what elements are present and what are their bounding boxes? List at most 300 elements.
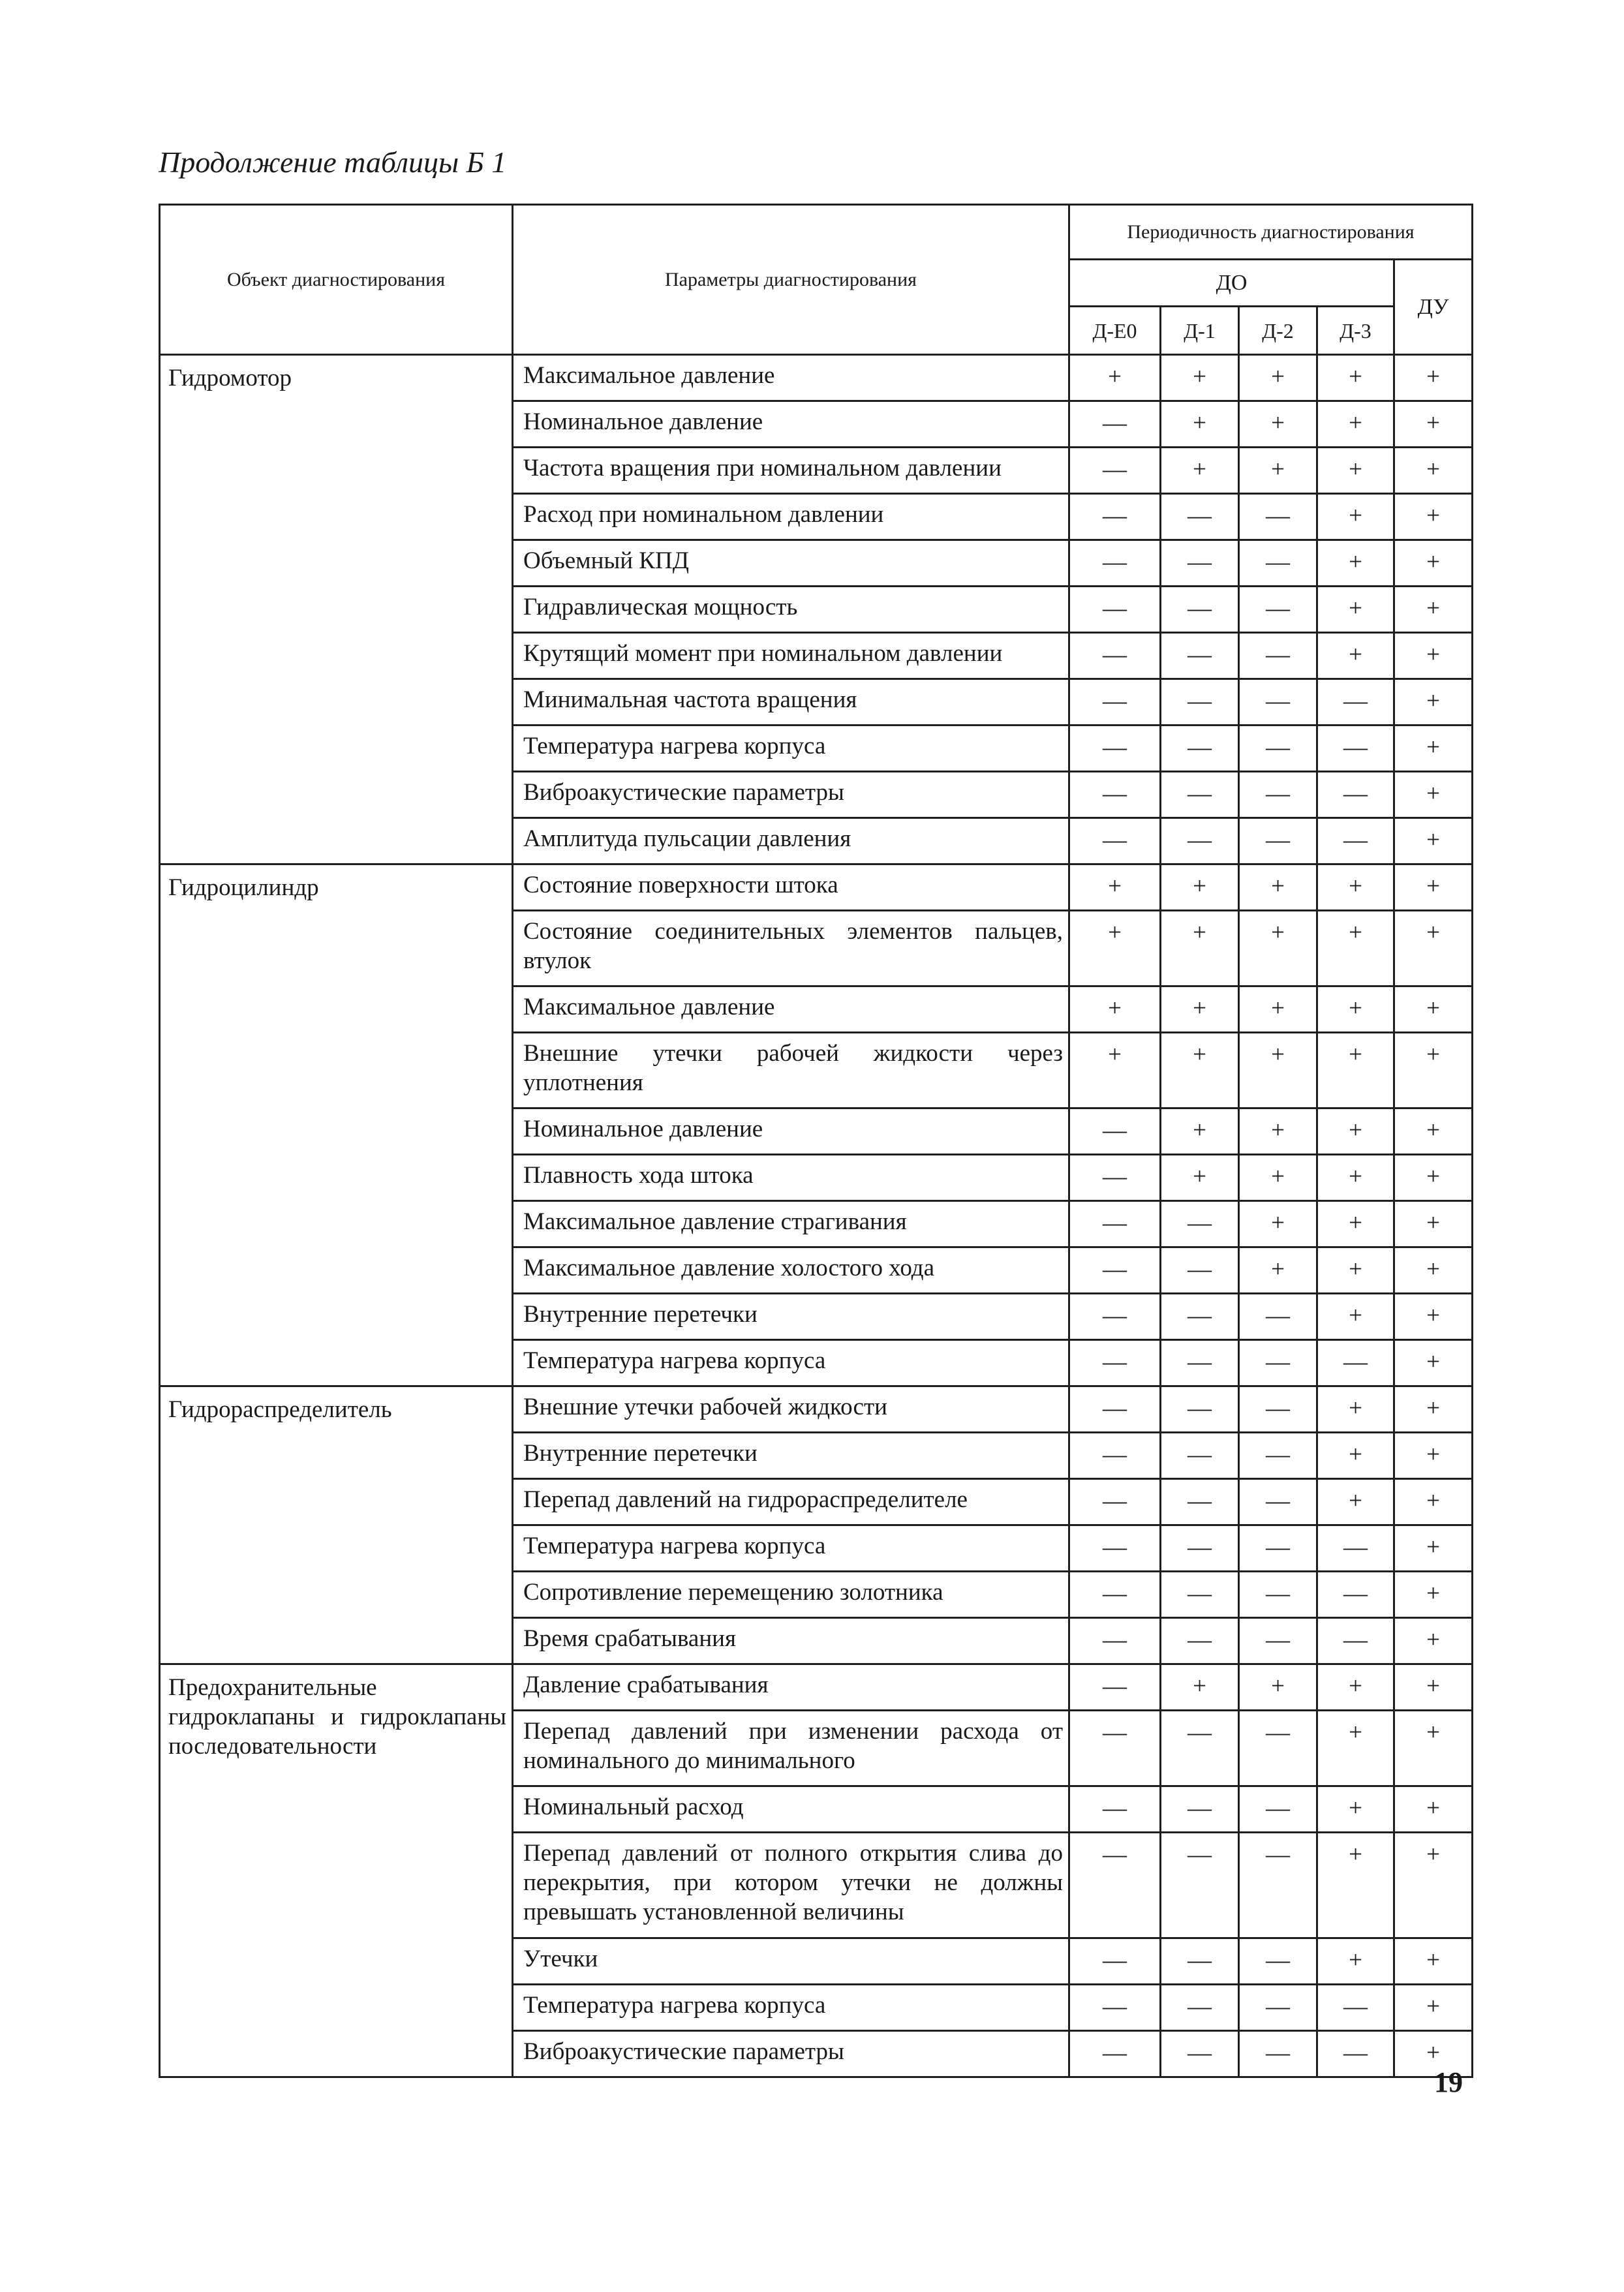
mark-cell [1069,864,1161,911]
parameter-cell: Внутренние перетечки [513,1433,1069,1479]
mark-cell [1317,1985,1394,2031]
mark-value: + [1108,919,1122,946]
mark-value: — [1103,549,1127,575]
mark-cell [1317,864,1394,911]
mark-cell [1069,401,1161,448]
mark-cell [1161,1572,1239,1618]
mark-value: — [1103,1580,1127,1607]
mark-value: — [1103,1534,1127,1561]
mark-value: + [1193,456,1206,483]
mark-cell [1161,818,1239,864]
mark-cell [1069,1294,1161,1340]
parameter-cell: Температура нагрева корпуса [513,1985,1069,2031]
mark-cell [1239,1340,1317,1386]
mark-cell [1161,1833,1239,1938]
mark-value: — [1103,1210,1127,1236]
mark-value: + [1108,995,1122,1022]
mark-value: — [1343,1534,1368,1561]
mark-value: + [1271,1210,1285,1236]
mark-cell [1069,986,1161,1033]
mark-value: + [1426,595,1440,622]
mark-value: — [1266,780,1290,807]
mark-cell [1317,911,1394,986]
mark-cell [1069,540,1161,587]
mark-value: — [1103,1488,1127,1514]
mark-cell [1394,1572,1473,1618]
mark-cell [1239,355,1317,401]
parameter-cell: Плавность хода штока [513,1155,1069,1201]
mark-value: — [1103,1841,1127,1868]
mark-cell [1161,355,1239,401]
parameter-cell: Перепад давлений на гидрораспределителе [513,1479,1069,1525]
mark-cell [1161,679,1239,726]
mark-value: — [1187,549,1212,575]
mark-cell [1239,818,1317,864]
parameter-cell: Номинальное давление [513,401,1069,448]
mark-value: + [1108,363,1122,390]
mark-value: + [1349,995,1362,1022]
mark-value: — [1266,1580,1290,1607]
mark-value: — [1343,827,1368,853]
mark-value: + [1271,363,1285,390]
mark-cell [1161,1985,1239,2031]
mark-value: — [1187,2040,1212,2066]
mark-value: — [1103,1673,1127,1700]
mark-value: + [1426,1795,1440,1822]
mark-value: — [1187,780,1212,807]
mark-value: — [1103,1947,1127,1974]
mark-cell [1239,911,1317,986]
mark-cell [1317,1433,1394,1479]
mark-cell [1239,401,1317,448]
mark-value: — [1103,1441,1127,1468]
parameter-cell: Виброакустические параметры [513,772,1069,818]
mark-value: + [1426,1488,1440,1514]
mark-cell [1317,1386,1394,1433]
mark-value: + [1349,1256,1362,1283]
mark-cell [1239,1386,1317,1433]
mark-cell [1069,1201,1161,1247]
parameter-cell: Объемный КПД [513,540,1069,587]
parameter-cell: Перепад давлений при изменении расхода от номинального до минимального [513,1711,1069,1786]
mark-cell [1161,1033,1239,1108]
mark-cell [1161,633,1239,679]
mark-value: + [1349,549,1362,575]
table-row [160,864,1473,911]
mark-value: — [1266,827,1290,853]
mark-value: + [1426,1041,1440,1068]
parameter-cell: Время срабатывания [513,1618,1069,1664]
mark-cell [1161,1711,1239,1786]
parameter-cell: Максимальное давление [513,355,1069,401]
header-d-2: Д-2 [1239,307,1317,355]
mark-value: — [1187,1302,1212,1329]
mark-value: + [1349,1395,1362,1422]
table-row [160,1664,1473,1711]
mark-value: — [1103,1993,1127,2020]
mark-cell [1394,1201,1473,1247]
mark-cell [1239,726,1317,772]
mark-cell [1069,1433,1161,1479]
mark-cell [1317,1525,1394,1572]
mark-value: + [1426,363,1440,390]
mark-value: + [1349,1673,1362,1700]
mark-cell [1069,1479,1161,1525]
table-row [160,355,1473,401]
mark-cell [1394,1618,1473,1664]
mark-cell [1239,633,1317,679]
parameter-cell: Температура нагрева корпуса [513,726,1069,772]
mark-cell [1069,772,1161,818]
mark-cell [1239,1108,1317,1155]
mark-cell [1317,1711,1394,1786]
header-d-1: Д-1 [1161,307,1239,355]
mark-value: + [1271,873,1285,900]
mark-cell [1069,1985,1161,2031]
mark-cell [1161,772,1239,818]
mark-cell [1239,1155,1317,1201]
mark-cell [1161,1618,1239,1664]
parameter-cell: Утечки [513,1938,1069,1985]
mark-value: + [1349,1947,1362,1974]
mark-cell [1239,494,1317,540]
mark-cell [1239,1618,1317,1664]
mark-value: — [1266,1534,1290,1561]
mark-cell [1317,540,1394,587]
mark-value: — [1103,456,1127,483]
mark-value: — [1103,1795,1127,1822]
mark-cell [1239,540,1317,587]
mark-value: + [1426,734,1440,761]
mark-value: + [1349,1117,1362,1144]
mark-cell [1317,1572,1394,1618]
mark-value: + [1426,1163,1440,1190]
mark-value: + [1349,1795,1362,1822]
mark-cell [1239,1938,1317,1985]
mark-value: — [1266,1719,1290,1746]
mark-cell [1069,1572,1161,1618]
mark-cell [1161,1664,1239,1711]
mark-value: — [1187,502,1212,529]
mark-cell [1069,726,1161,772]
mark-cell [1239,1247,1317,1294]
mark-cell [1239,1833,1317,1938]
mark-cell [1161,1340,1239,1386]
mark-cell [1161,1479,1239,1525]
mark-cell [1239,1985,1317,2031]
mark-value: — [1187,688,1212,714]
mark-cell [1317,1340,1394,1386]
mark-value: + [1426,1210,1440,1236]
mark-value: + [1349,456,1362,483]
mark-value: + [1271,456,1285,483]
mark-cell [1317,1108,1394,1155]
mark-cell [1069,355,1161,401]
mark-cell [1317,401,1394,448]
mark-cell [1069,494,1161,540]
mark-cell [1394,633,1473,679]
mark-value: + [1426,827,1440,853]
mark-value: + [1426,2040,1440,2066]
mark-value: + [1193,873,1206,900]
mark-value: + [1426,1841,1440,1868]
mark-value: + [1426,1580,1440,1607]
mark-value: + [1349,1488,1362,1514]
mark-value: — [1187,1580,1212,1607]
mark-cell [1069,911,1161,986]
mark-value: + [1426,1534,1440,1561]
mark-cell [1069,448,1161,494]
mark-cell [1069,1833,1161,1938]
mark-cell [1317,355,1394,401]
mark-value: — [1266,1488,1290,1514]
parameter-cell: Внешние утечки рабочей жидкости через уплотнения [513,1033,1069,1108]
parameter-cell: Номинальное давление [513,1108,1069,1155]
mark-cell [1161,1433,1239,1479]
mark-cell [1317,1201,1394,1247]
mark-cell [1069,633,1161,679]
mark-cell [1161,1525,1239,1572]
mark-cell [1394,1711,1473,1786]
mark-cell [1317,818,1394,864]
mark-cell [1161,2031,1239,2077]
mark-value: + [1349,1719,1362,1746]
mark-value: + [1426,641,1440,668]
mark-cell [1239,1201,1317,1247]
mark-value: + [1349,502,1362,529]
mark-value: + [1426,1302,1440,1329]
mark-cell [1394,1247,1473,1294]
mark-cell [1161,1108,1239,1155]
mark-cell [1069,1108,1161,1155]
mark-cell [1161,986,1239,1033]
parameter-cell: Максимальное давление [513,986,1069,1033]
mark-value: — [1103,1349,1127,1375]
mark-value: + [1426,1117,1440,1144]
mark-value: — [1266,1627,1290,1653]
mark-value: + [1426,1441,1440,1468]
mark-value: — [1266,1441,1290,1468]
mark-value: + [1271,1117,1285,1144]
mark-value: — [1187,1256,1212,1283]
mark-value: + [1426,873,1440,900]
mark-cell [1394,1386,1473,1433]
mark-value: + [1426,1627,1440,1653]
mark-cell [1161,587,1239,633]
mark-value: — [1266,688,1290,714]
mark-cell [1394,355,1473,401]
mark-value: — [1103,410,1127,436]
mark-cell [1069,1033,1161,1108]
table-caption: Продолжение таблицы Б 1 [159,145,507,179]
parameter-cell: Давление срабатывания [513,1664,1069,1711]
mark-cell [1239,1033,1317,1108]
mark-value: — [1343,1349,1368,1375]
mark-value: — [1187,1441,1212,1468]
mark-value: — [1187,1210,1212,1236]
parameter-cell: Внутренние перетечки [513,1294,1069,1340]
mark-value: + [1271,1163,1285,1190]
mark-value: + [1193,363,1206,390]
mark-cell [1317,494,1394,540]
mark-value: — [1343,734,1368,761]
mark-value: + [1426,1993,1440,2020]
mark-value: + [1108,873,1122,900]
mark-value: — [1343,1993,1368,2020]
parameter-cell: Крутящий момент при номинальном давлении [513,633,1069,679]
mark-cell [1239,679,1317,726]
parameter-cell: Температура нагрева корпуса [513,1525,1069,1572]
mark-cell [1069,1340,1161,1386]
mark-cell [1161,1247,1239,1294]
mark-value: + [1349,410,1362,436]
mark-value: — [1103,1302,1127,1329]
mark-cell [1394,448,1473,494]
parameter-cell: Состояние соединительных элементов пальцев, втулок [513,911,1069,986]
mark-value: — [1343,1627,1368,1653]
parameter-cell: Температура нагрева корпуса [513,1340,1069,1386]
mark-cell [1069,1938,1161,1985]
mark-cell [1239,448,1317,494]
mark-value: + [1271,410,1285,436]
mark-cell [1239,1525,1317,1572]
mark-value: + [1426,1673,1440,1700]
mark-value: — [1187,827,1212,853]
mark-cell [1239,1294,1317,1340]
mark-value: + [1349,1441,1362,1468]
mark-cell [1161,1786,1239,1833]
mark-cell [1317,986,1394,1033]
mark-cell [1317,1294,1394,1340]
table-header [160,205,1473,355]
mark-cell [1069,1786,1161,1833]
mark-cell [1394,1155,1473,1201]
mark-value: + [1349,1302,1362,1329]
header-do: ДО [1069,260,1394,307]
mark-cell [1239,986,1317,1033]
parameter-cell: Внешние утечки рабочей жидкости [513,1386,1069,1433]
mark-value: + [1349,1841,1362,1868]
mark-cell [1069,1711,1161,1786]
mark-cell [1317,1155,1394,1201]
mark-value: — [1103,1256,1127,1283]
mark-value: — [1103,2040,1127,2066]
mark-cell [1317,726,1394,772]
mark-value: — [1103,1163,1127,1190]
mark-value: — [1187,1795,1212,1822]
mark-cell [1161,911,1239,986]
mark-value: — [1343,2040,1368,2066]
mark-value: — [1103,827,1127,853]
mark-cell [1161,726,1239,772]
mark-cell [1394,1433,1473,1479]
mark-value: + [1426,919,1440,946]
mark-value: + [1426,549,1440,575]
mark-cell [1394,772,1473,818]
mark-cell [1317,1247,1394,1294]
parameter-cell: Состояние поверхности штока [513,864,1069,911]
mark-value: + [1193,410,1206,436]
mark-cell [1394,1525,1473,1572]
mark-value: — [1187,1993,1212,2020]
mark-value: — [1266,595,1290,622]
mark-value: — [1187,1627,1212,1653]
mark-value: + [1426,1256,1440,1283]
mark-value: — [1103,1627,1127,1653]
mark-cell [1394,587,1473,633]
mark-cell [1317,1833,1394,1938]
mark-value: — [1103,1719,1127,1746]
mark-value: — [1266,549,1290,575]
mark-value: — [1103,780,1127,807]
mark-cell [1239,1572,1317,1618]
object-cell: Гидромотор [160,355,513,864]
object-cell: Гидрораспределитель [160,1386,513,1664]
mark-value: — [1266,1841,1290,1868]
mark-cell [1069,2031,1161,2077]
mark-value: — [1187,1349,1212,1375]
mark-cell [1069,818,1161,864]
mark-value: — [1266,734,1290,761]
mark-value: + [1271,1041,1285,1068]
mark-cell [1317,772,1394,818]
mark-cell [1317,1618,1394,1664]
object-cell: Гидроцилиндр [160,864,513,1386]
mark-cell [1394,986,1473,1033]
mark-cell [1069,1618,1161,1664]
mark-value: — [1266,641,1290,668]
mark-cell [1161,1201,1239,1247]
mark-cell [1069,1155,1161,1201]
mark-value: — [1343,780,1368,807]
header-du: ДУ [1394,260,1473,355]
mark-cell [1394,679,1473,726]
parameter-cell: Виброакустические параметры [513,2031,1069,2077]
mark-cell [1394,1664,1473,1711]
mark-cell [1161,540,1239,587]
mark-value: + [1193,995,1206,1022]
mark-value: — [1187,595,1212,622]
table-body [160,355,1473,2077]
mark-cell [1239,1433,1317,1479]
mark-cell [1069,1525,1161,1572]
mark-cell [1239,1479,1317,1525]
mark-value: — [1343,1580,1368,1607]
mark-value: — [1187,1841,1212,1868]
parameter-cell: Максимальное давление страгивания [513,1201,1069,1247]
mark-cell [1317,448,1394,494]
mark-cell [1161,1386,1239,1433]
mark-cell [1239,772,1317,818]
mark-value: + [1426,995,1440,1022]
mark-value: — [1103,641,1127,668]
mark-cell [1317,2031,1394,2077]
mark-cell [1161,864,1239,911]
mark-cell [1161,401,1239,448]
mark-cell [1069,1664,1161,1711]
mark-cell [1394,1033,1473,1108]
parameter-cell: Расход при номинальном давлении [513,494,1069,540]
mark-value: + [1349,919,1362,946]
mark-value: — [1103,734,1127,761]
mark-value: — [1103,688,1127,714]
parameter-cell: Номинальный расход [513,1786,1069,1833]
mark-value: + [1193,1673,1206,1700]
mark-cell [1239,1664,1317,1711]
diagnostics-table [159,204,1473,2078]
page-number: 19 [1434,2066,1463,2098]
mark-value: — [1103,595,1127,622]
